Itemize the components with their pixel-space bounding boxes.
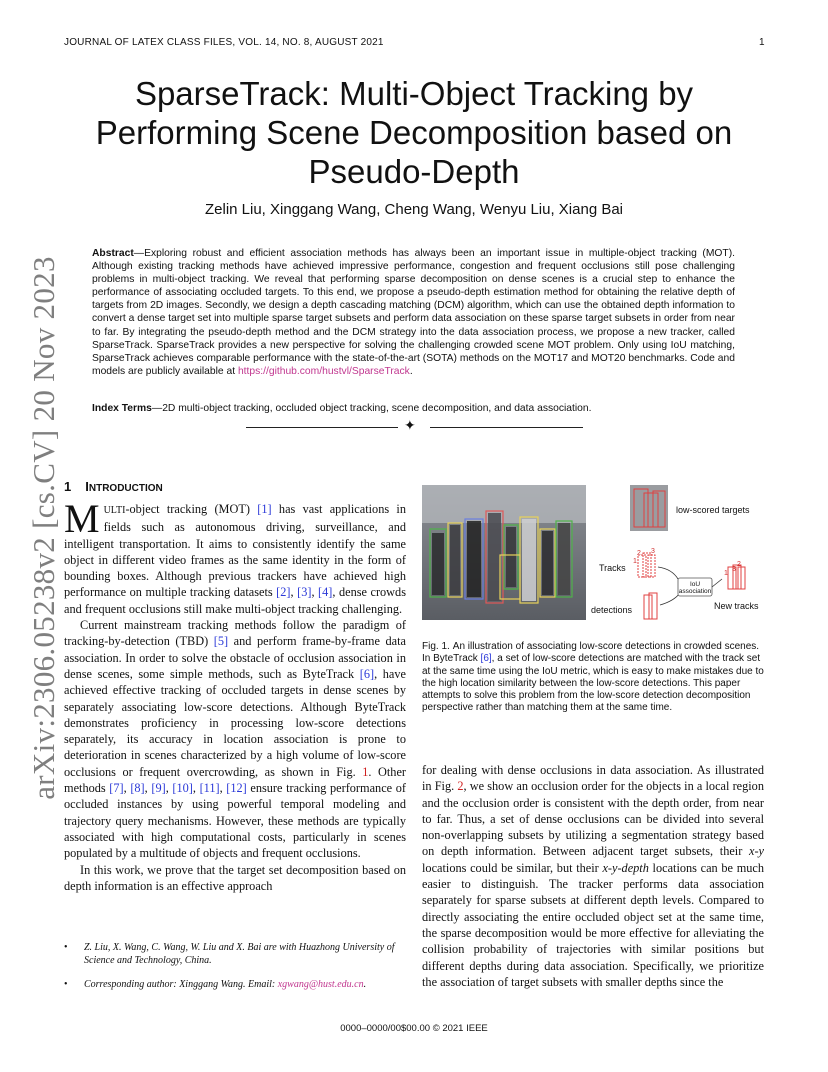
email-link[interactable]: xgwang@hust.edu.cn xyxy=(277,979,364,990)
abstract-label: Abstract xyxy=(92,248,134,259)
divider-left xyxy=(246,427,398,428)
index-terms xyxy=(92,402,735,415)
intro-paragraph-3: In this work, we prove that the target set decomposition based on depth information is an effective approach xyxy=(64,862,406,893)
text: ensure tracking performance of occluded instances by using powerful temporal modeling and trajectory query mechanisms. However, these methods are typically associated with high computational costs, particularly in scenes populated by a multitude of objects and frequent occlusions. xyxy=(64,781,406,861)
label-new-tracks: New tracks xyxy=(714,601,759,611)
citation-link[interactable]: [4] xyxy=(318,585,333,600)
figure-caption xyxy=(422,641,764,715)
intro-paragraph-1: MULTI-object tracking (MOT) [1] has vast applications in fields such as autonomous driving, surveillance, and intelligent transportation. It aims to consistently identify the same object in different video frames as the same identity in the form of bounding boxes. Although previous trackers have achieved high performance on multiple tracking datasets [2], [3], [4], dense crowds and frequent occlusions still make multi-object tracking challenging. xyxy=(64,496,406,616)
copyright-footer: 0000–0000/00$00.00 © 2021 IEEE xyxy=(340,1023,488,1034)
citation-link[interactable]: [6] xyxy=(480,653,492,665)
footnote-text: Z. Liu, X. Wang, C. Wang, W. Liu and X. Bai are with Huazhong University of Science and Technology, China. xyxy=(84,942,395,966)
caption-label: Fig. 1. xyxy=(422,641,450,652)
section-heading xyxy=(64,479,163,494)
track-id-3: 3 xyxy=(651,548,655,555)
arrow-out xyxy=(712,579,722,587)
citation-link[interactable]: [3] xyxy=(297,585,312,600)
citation-link[interactable]: [7] xyxy=(109,781,124,796)
detection-boxes-small xyxy=(644,593,657,619)
label-low-scored: low-scored targets xyxy=(676,505,750,515)
text: has vast applications in fields such as autonomous driving, surveillance, and intelligent transportation. It aims to consistently identify the same object in different video frames as the same identity in the form of bounding boxes. Although previous trackers have achieved high performance on multiple tracking datasets xyxy=(64,502,406,600)
paper-title: SparseTrack: Multi-Object Tracking by Performing Scene Decomposition based on Pseudo-Depth xyxy=(95,75,733,190)
drop-cap: M xyxy=(64,496,100,541)
track-id-1: 1 xyxy=(633,558,637,565)
bullet-icon: • xyxy=(64,979,68,990)
math-text: x-y xyxy=(748,844,764,859)
text: locations can be much easier to distinguish. The tracker performs data association separately for sparse subsets at different depth levels. Compared to directly associating the entire occluded object set at the same time, the sparse decomposition would be more effective for alleviating the collision probability of trajectories with similar positions but different depths during data association. Specifically, we prioritize the association of target subsets with smaller depths since the xyxy=(422,860,765,989)
arrow-detections xyxy=(660,593,680,605)
caption-text: An illustration of associating low-score detections in crowded scenes. In ByteTrack xyxy=(422,641,760,665)
citation-link[interactable]: [9] xyxy=(151,781,166,796)
track-id-2: 2 xyxy=(637,550,641,557)
section-rest: NTRODUCTION xyxy=(88,483,163,494)
citation-link[interactable]: [6] xyxy=(359,666,375,681)
right-paragraph xyxy=(422,762,764,990)
footnote-2 xyxy=(64,978,406,991)
citation-link[interactable]: [12] xyxy=(226,781,247,796)
abstract-end: . xyxy=(409,365,413,377)
figure-1 xyxy=(422,483,764,623)
text: . Other methods xyxy=(64,764,407,796)
figure-graphic xyxy=(422,483,764,623)
abstract xyxy=(92,247,735,378)
author-list: Zelin Liu, Xinggang Wang, Cheng Wang, Wenyu Liu, Xiang Bai xyxy=(204,201,624,218)
intro-paragraph-2: Current mainstream tracking methods follow the paradigm of tracking-by-detection (TBD) [5] and perform frame-by-frame data association. In order to solve the obstacle of occlusion association in dense scenes, some simple methods, such as ByteTrack [6], have achieved effective tracking of occluded targets in dense scenes by separately associating low-score detections. Although ByteTrack demonstrates proficiency in processing low-score detections separately, its accuracy in location association is prone to deterioration in scenes characterized by a high volume of low-score occlusions or frequent overcrowding, as shown in Fig. 1. Other methods [7], [8], [9], [10], [11], [12] ensure tracking performance of occluded instances by using powerful temporal modeling and trajectory query mechanisms. However, these methods are typically associated with high computational costs, particularly in scenes populated by a multitude of objects and frequent occlusions. xyxy=(64,618,407,861)
left-column xyxy=(64,496,407,894)
small-caps: ULTI xyxy=(103,505,126,516)
citation-link[interactable]: [1] xyxy=(257,502,272,516)
photo-background xyxy=(422,485,586,523)
text: locations could be similar, but their xyxy=(422,860,603,875)
bullet-icon: • xyxy=(64,942,68,953)
running-header: JOURNAL OF LATEX CLASS FILES, VOL. 14, NO. 8, AUGUST 2021 xyxy=(64,37,384,48)
zoom-crop xyxy=(630,485,668,531)
label-association: association xyxy=(678,588,712,595)
divider-diamond-icon: ✦ xyxy=(404,419,416,434)
footnote-end: . xyxy=(363,979,367,990)
citation-link[interactable]: [8] xyxy=(130,781,145,796)
caption-text: , a set of low-score detections are matched with the track set at the same time using the IoU metric, which is easy to make mistakes due to the high location similarity between the low-score detections. This paper attempts to solve this problem from the low-score detection decomposition perspective rather than matching them at the same time. xyxy=(422,653,764,714)
page-number: 1 xyxy=(759,37,765,48)
section-initial: I xyxy=(85,479,89,494)
label-tracks: Tracks xyxy=(599,563,626,573)
arxiv-stamp: arXiv:2306.05238v2 [cs.CV] 20 Nov 2023 xyxy=(26,256,61,800)
footnote-text: Corresponding author: Xinggang Wang. Email: xyxy=(84,979,278,990)
label-iou: IoU xyxy=(689,581,701,588)
new-track-boxes xyxy=(728,565,745,589)
section-number: 1 xyxy=(64,479,72,494)
label-detections: detections xyxy=(591,605,633,615)
text: , dense crowds and frequent occlusions still make multi-object tracking challenging. xyxy=(64,585,406,616)
right-column xyxy=(422,762,764,990)
math-text: x-y-depth xyxy=(602,860,649,875)
text: for dealing with dense occlusions in data association. As illustrated in Fig. xyxy=(422,763,764,794)
text: -object tracking (MOT) xyxy=(125,502,258,516)
figure-ref-link[interactable]: 1 xyxy=(362,764,369,779)
text: , we show an occlusion order for the objects in a local region and the occlusion order is consistent with the depth order, from near to far. Thus, a set of dense occlusions can be divided into several non-overlapping subsets by utilizing a segmentation strategy based on depth information. Between adjacent target subsets, their xyxy=(422,779,764,859)
text: and perform frame-by-frame data association. In order to solve the obstacle of occlusion association in dense scenes, some simple methods, such as ByteTrack xyxy=(64,634,406,681)
abstract-text: —Exploring robust and efficient association methods has always been an important issue in multiple-object tracking (MOT). Although existing tracking methods have achieved impressive performance, congestion and frequent occlusions still pose challenging problems in multi-object tracking. We reveal that performing sparse decomposition on dense scenes is a crucial step to enhance the performance of associating occluded targets. To this end, we propose a pseudo-depth estimation method for obtaining the relative depth of targets from 2D images. Secondly, we design a depth cascading matching (DCM) algorithm, which can use the obtained depth information to convert a dense target set into multiple sparse target subsets and perform data association on these sparse target subsets in order from near to far. By integrating the pseudo-depth method and the DCM strategy into the data association process, we propose a new tracker, called SparseTrack. SparseTrack provides a new perspective for solving the challenging crowded scene MOT problem. Only using IoU matching, SparseTrack achieves comparable performance with the state-of-the-art (SOTA) methods on the MOT17 and MOT20 benchmarks. Code and models are publicly available at xyxy=(92,248,735,377)
arrow-tracks xyxy=(658,567,678,579)
new-id-1: 1 xyxy=(724,570,728,577)
new-id-2: 2 xyxy=(737,561,741,568)
citation-link[interactable]: [10] xyxy=(172,781,193,796)
citation-link[interactable]: [2] xyxy=(276,585,291,600)
figure-ref-link[interactable]: 2 xyxy=(457,779,464,794)
text: , have achieved effective tracking of occluded targets in dense scenes by separately associating low-score detections. Although ByteTrack demonstrates proficiency in processing low-score detections separately, its accuracy in location association is prone to deterioration in scenes characterized by a high volume of low-score occlusions or frequent overcrowding, as shown in Fig. xyxy=(64,666,406,779)
code-link[interactable]: https://github.com/hustvl/SparseTrack xyxy=(237,365,410,377)
index-terms-label: Index Terms xyxy=(92,403,152,414)
citation-link[interactable]: [11] xyxy=(199,781,220,796)
footnotes xyxy=(64,941,406,1002)
footnote-1 xyxy=(64,941,406,967)
new-id-3: 3 xyxy=(732,566,736,573)
index-terms-text: —2D multi-object tracking, occluded object tracking, scene decomposition, and data association. xyxy=(151,403,592,414)
text: Current mainstream tracking methods follow the paradigm of tracking-by-detection (TBD) xyxy=(64,618,406,649)
divider-right xyxy=(430,427,583,428)
citation-link[interactable]: [5] xyxy=(213,634,229,649)
